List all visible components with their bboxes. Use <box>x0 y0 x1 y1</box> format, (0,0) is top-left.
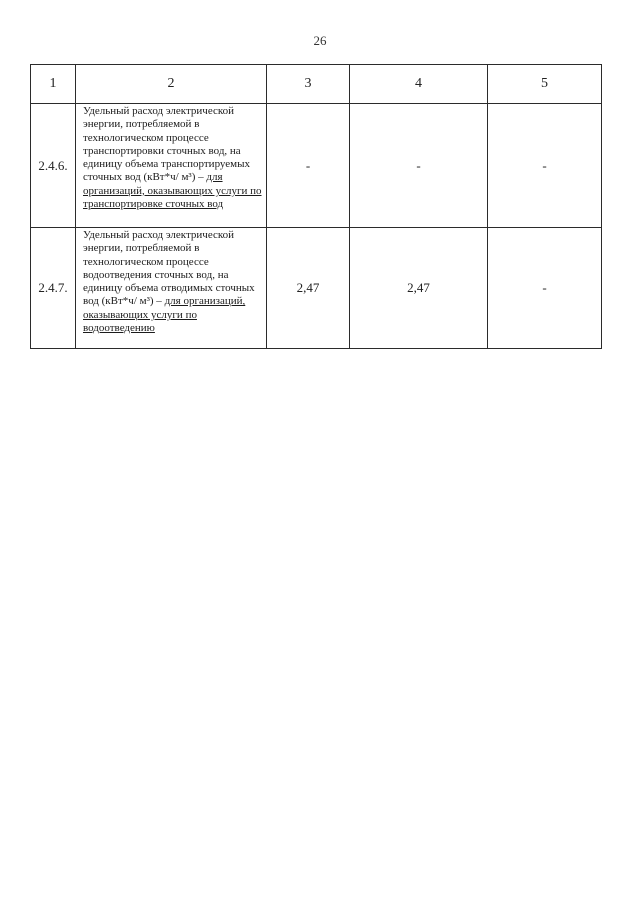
row-description-main: Удельный расход электрической энергии, потребляемой в технологическом процессе водоотведения сточных вод, на единицу объема отводимых сточных вод (кВт*ч/ м³) – <box>83 229 255 308</box>
row-value-col5: - <box>488 228 602 349</box>
column-header-4: 4 <box>350 65 488 104</box>
column-header-5: 5 <box>488 65 602 104</box>
table-row <box>31 228 602 349</box>
table-row <box>31 104 602 228</box>
page-number: 26 <box>313 33 327 48</box>
row-description-note: для организаций, оказывающих услуги по транспортировке сточных вод <box>83 171 262 211</box>
row-description <box>76 228 267 349</box>
column-header-1: 1 <box>31 65 76 104</box>
column-header-2: 2 <box>76 65 267 104</box>
table-header-row <box>31 65 602 104</box>
row-description-note: для организаций, оказывающих услуги по водоотведению <box>83 295 246 335</box>
row-value-col3: - <box>267 104 350 228</box>
row-code: 2.4.6. <box>31 104 76 228</box>
row-description-main: Удельный расход электрической энергии, потребляемой в технологическом процессе транспортировки сточных вод, на единицу объема транспортируемых сточных вод (кВт*ч/ м³) – <box>83 105 251 184</box>
row-description <box>76 104 267 228</box>
column-header-3: 3 <box>267 65 350 104</box>
row-value-col4: - <box>350 104 488 228</box>
row-value-col4: 2,47 <box>350 228 488 349</box>
row-value-col3: 2,47 <box>267 228 350 349</box>
row-value-col5: - <box>488 104 602 228</box>
indicators-table <box>30 64 602 349</box>
row-code: 2.4.7. <box>31 228 76 349</box>
